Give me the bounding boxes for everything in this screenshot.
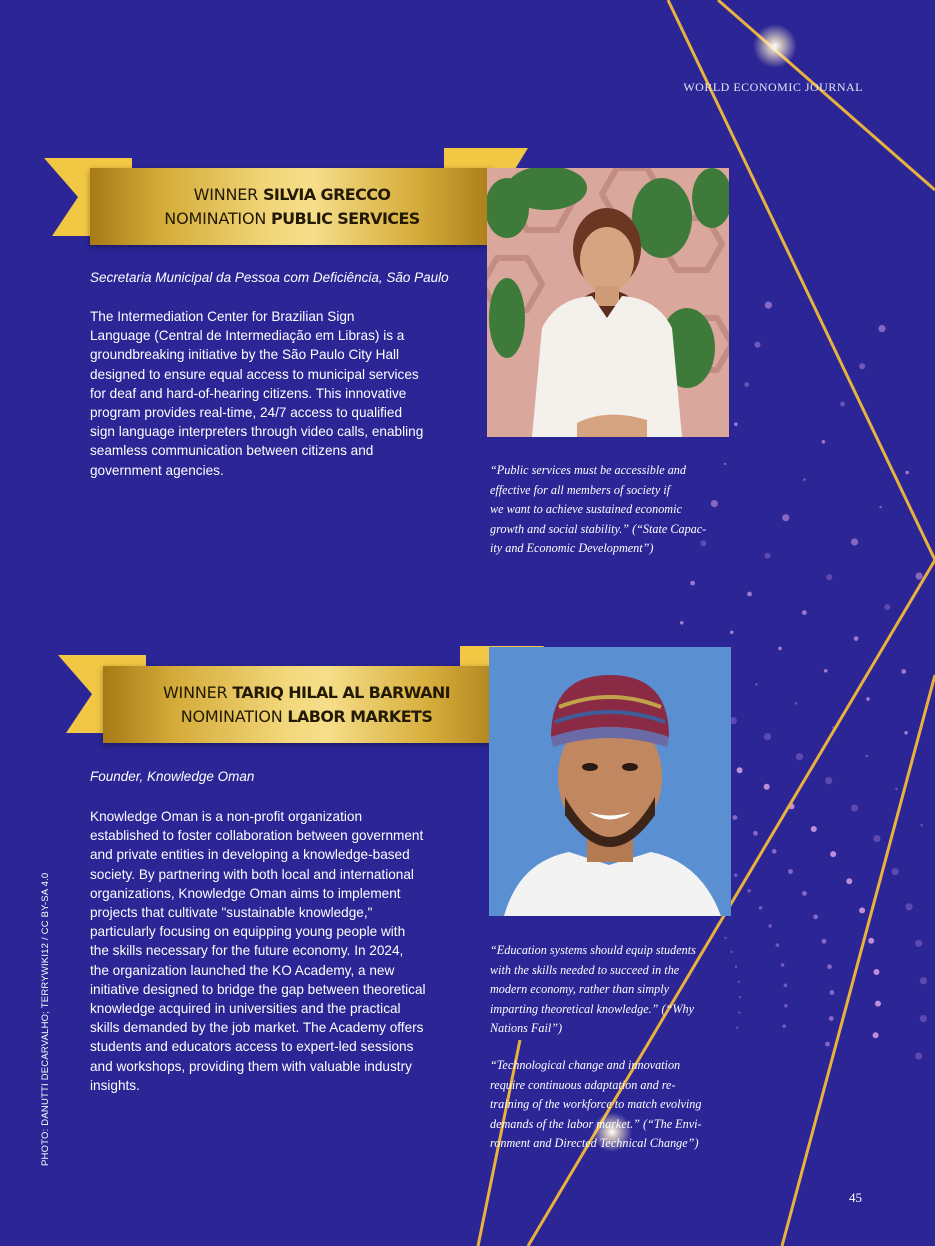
decorative-dot — [776, 943, 780, 947]
text-line: government agencies. — [90, 462, 224, 478]
decorative-dot — [874, 969, 880, 975]
decorative-dot — [690, 581, 695, 586]
banner-plate — [90, 168, 494, 245]
text-line: knowledge acquired in universities and the practical — [90, 1001, 401, 1017]
decorative-dot — [920, 824, 922, 826]
decorative-dot — [803, 479, 805, 481]
winner-banner — [58, 646, 548, 746]
quote-block — [490, 1056, 735, 1154]
winner-affiliation: Secretaria Municipal da Pessoa com Deficiência, São Paulo — [90, 270, 449, 285]
quote-line: “Education systems should equip students — [490, 943, 696, 957]
decorative-dot — [753, 831, 758, 836]
decorative-dot — [825, 1042, 830, 1047]
decorative-dot — [846, 878, 852, 884]
winner-name: TARIQ HILAL AL BARWANI — [232, 682, 451, 702]
decorative-dot — [878, 325, 885, 332]
quote-line: Nations Fail”) — [490, 1021, 563, 1035]
decorative-dot — [772, 849, 777, 854]
decorative-dot — [736, 1027, 738, 1029]
journal-title: WORLD ECONOMIC JOURNAL — [683, 80, 863, 94]
nomination-label: NOMINATION — [164, 208, 267, 228]
text-line: skills demanded by the job market. The Academy offers — [90, 1020, 424, 1036]
decorative-dot — [765, 302, 772, 309]
text-line: insights. — [90, 1077, 140, 1093]
decorative-dot — [764, 784, 770, 790]
quote-line: imparting theoretical knowledge.” (“Why — [490, 1001, 694, 1016]
decorative-dot — [778, 647, 782, 651]
decorative-dot — [884, 604, 890, 610]
decorative-dot — [825, 777, 832, 784]
nomination-line — [164, 207, 419, 231]
text-line: the organization launched the KO Academy, a new — [90, 962, 395, 978]
winner-banner — [44, 148, 530, 248]
portrait-illustration — [487, 168, 729, 437]
text-line: groundbreaking initiative by the São Paulo City Hall — [90, 347, 400, 363]
quote-block — [490, 941, 735, 1039]
page-number: 45 — [849, 1190, 862, 1205]
quote-line: ronment and Directed Technical Change”) — [490, 1136, 699, 1150]
text-line: Knowledge Oman is a non-profit organization — [90, 809, 363, 824]
decorative-dot — [920, 1015, 927, 1022]
decorative-dot — [724, 937, 726, 939]
decorative-dot — [851, 805, 858, 812]
decorative-dot — [730, 631, 734, 635]
text-line: the skills necessary for the future economy. In 2024, — [90, 943, 404, 959]
quote-line: require continuous adaptation and re- — [490, 1077, 676, 1092]
winner-photo — [489, 647, 731, 916]
text-line: for deaf and hard-of-hearing citizens. This innovative — [90, 385, 407, 401]
winner-line — [163, 681, 450, 705]
decorative-dot — [830, 990, 835, 995]
winner-description — [90, 307, 470, 480]
decorative-dot — [916, 573, 923, 580]
nomination-line — [181, 705, 433, 729]
text-line: society. By partnering with both local and international — [90, 866, 414, 882]
text-line: particularly focusing on equipping young people with — [90, 924, 406, 940]
quote-line: modern economy, rather than simply — [490, 982, 670, 996]
gold-line — [782, 675, 935, 1246]
decorative-dot — [904, 731, 908, 735]
decorative-dot — [915, 1053, 922, 1060]
decorative-dot — [920, 977, 927, 984]
decorative-dot — [875, 1001, 881, 1007]
quote-line: “Technological change and innovation — [490, 1058, 681, 1072]
decorative-dot — [768, 924, 772, 928]
banner-plate — [103, 666, 510, 743]
gold-line — [718, 0, 935, 190]
decorative-dot — [826, 574, 832, 580]
text-line: projects that cultivate "sustainable knowledge," — [90, 905, 373, 921]
decorative-dot — [737, 767, 743, 773]
decorative-dot — [851, 538, 858, 545]
decorative-dot — [755, 683, 757, 685]
decorative-dot — [868, 938, 874, 944]
decorative-dot — [802, 891, 807, 896]
winner-name: SILVIA GRECCO — [262, 184, 391, 204]
decorative-dot — [744, 382, 749, 387]
decorative-dot — [854, 636, 859, 641]
text-line: students and educators access to expert-led sessions — [90, 1039, 414, 1055]
quote-line: growth and social stability.” (“State Capac- — [490, 521, 707, 536]
text-line: organizations, Knowledge Oman aims to implement — [90, 885, 401, 901]
quote-line: with the skills needed to succeed in the — [490, 962, 680, 977]
portrait-illustration — [489, 647, 731, 916]
text-line: seamless communication between citizens and — [90, 443, 374, 459]
winner-line — [194, 183, 391, 207]
decorative-dot — [892, 868, 899, 875]
text-line: initiative designed to bridge the gap between theoretical — [90, 981, 426, 997]
text-line: established to foster collaboration between government — [90, 828, 424, 844]
decorative-dot — [765, 553, 771, 559]
decorative-dot — [824, 669, 828, 673]
decorative-dot — [759, 906, 763, 910]
quote-line: ity and Economic Development”) — [490, 541, 654, 555]
decorative-dot — [784, 1004, 788, 1008]
decorative-dot — [747, 889, 751, 893]
photo-credit: PHOTO: DANUTTI DECARVALHO; TERRYWIKI12 / CC BY-SA 4.0 — [40, 872, 51, 1166]
quote-line: we want to achieve sustained economic — [490, 502, 682, 516]
decorative-dot — [782, 1024, 786, 1028]
decorative-dot — [738, 1011, 740, 1013]
decorative-dot — [901, 669, 906, 674]
decorative-dot — [811, 826, 817, 832]
decorative-dot — [734, 422, 738, 426]
decorative-dot — [866, 697, 870, 701]
decorative-dot — [866, 755, 868, 757]
text-line: Language (Central de Intermediação em Libras) is a — [90, 328, 405, 344]
decorative-dot — [895, 788, 897, 790]
quote-line: demands of the labor market.” (“The Envi- — [490, 1116, 702, 1131]
decorative-dot — [739, 996, 741, 998]
decorative-dot — [755, 342, 761, 348]
decorative-dot — [830, 851, 836, 857]
decorative-dot — [827, 964, 832, 969]
decorative-dot — [906, 903, 913, 910]
decorative-dot — [680, 621, 684, 625]
decorative-dot — [796, 753, 803, 760]
decorative-dot — [795, 702, 797, 704]
decorative-dot — [764, 733, 771, 740]
text-line: sign language interpreters through video calls, enabling — [90, 424, 424, 440]
decorative-dot — [781, 963, 785, 967]
winner-description — [90, 807, 470, 1095]
decorative-dot — [822, 939, 827, 944]
winner-label: WINNER — [193, 184, 259, 204]
nomination-category: PUBLIC SERVICES — [271, 208, 420, 228]
decorative-dot — [747, 592, 752, 597]
decorative-dot — [784, 984, 788, 988]
quote-line: “Public services must be accessible and — [490, 463, 686, 477]
decorative-dot — [873, 835, 880, 842]
decorative-dot — [859, 363, 865, 369]
winner-photo — [487, 168, 729, 437]
decorative-dot — [734, 873, 738, 877]
decorative-dot — [859, 907, 865, 913]
decorative-dot — [782, 514, 789, 521]
decorative-dot — [840, 402, 845, 407]
decorative-dot — [873, 1032, 879, 1038]
quote-block — [490, 461, 735, 559]
decorative-dot — [879, 506, 881, 508]
nomination-label: NOMINATION — [180, 706, 283, 726]
winner-affiliation: Founder, Knowledge Oman — [90, 769, 255, 784]
text-line: and workshops, providing them with valuable industry — [90, 1058, 412, 1074]
text-line: The Intermediation Center for Brazilian Sign — [90, 309, 355, 324]
decorative-dot — [829, 1016, 834, 1021]
decorative-dot — [735, 966, 737, 968]
decorative-dot — [738, 981, 740, 983]
decorative-dot — [733, 815, 738, 820]
decorative-dot — [802, 610, 807, 615]
light-glow — [753, 24, 797, 68]
nomination-category: LABOR MARKETS — [287, 706, 433, 726]
decorative-dot — [788, 869, 793, 874]
text-line: program provides real-time, 24/7 access to qualified — [90, 405, 403, 421]
quote-line: effective for all members of society if — [490, 482, 671, 497]
decorative-dot — [822, 440, 826, 444]
decorative-dot — [905, 471, 909, 475]
winner-label: WINNER — [162, 682, 228, 702]
decorative-dot — [813, 914, 818, 919]
text-line: designed to ensure equal access to municipal services — [90, 366, 419, 382]
text-line: and private entities in developing a knowledge-based — [90, 847, 410, 863]
quote-line: training of the workforce to match evolving — [490, 1097, 702, 1111]
decorative-dot — [915, 940, 922, 947]
